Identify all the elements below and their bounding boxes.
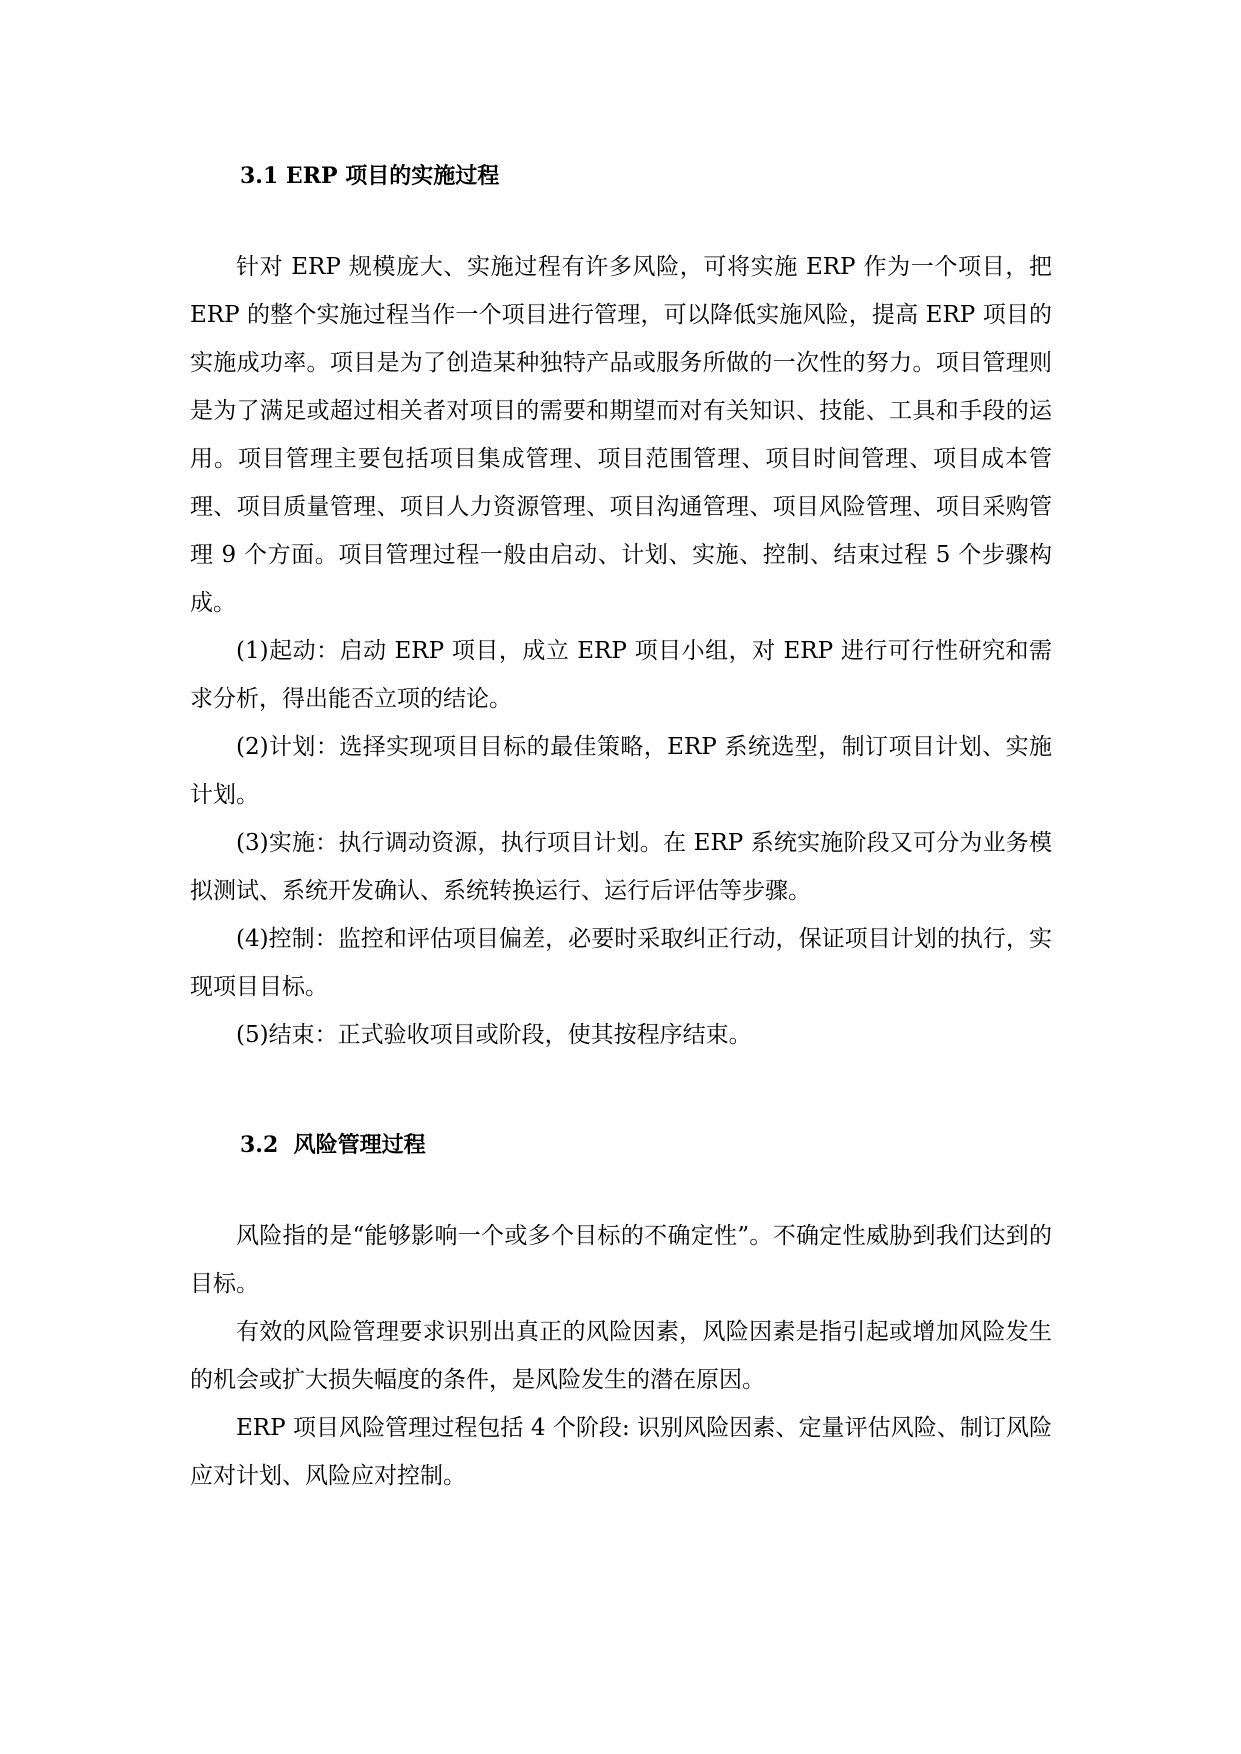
paragraph-step-5: (5)结束：正式验收项目或阶段，使其按程序结束。	[236, 1022, 752, 1048]
paragraph-step-2: (2)计划：选择实现项目目标的最佳策略，ERP 系统选型，制订项目计划、实施计划。	[190, 734, 1052, 808]
paragraph-risk-process: ERP 项目风险管理过程包括 4 个阶段: 识别风险因素、定量评估风险、制订风险应对计划、风险应对控制。	[190, 1415, 1052, 1489]
paragraph-intro: 针对 ERP 规模庞大、实施过程有许多风险，可将实施 ERP 作为一个项目，把 ERP 的整个实施过程当作一个项目进行管理，可以降低实施风险，提高 ERP 项目的实施成功率。项目是为了创造某种独特产品或服务所做的一次性的努力。项目管理则是为了满足或超过相关者对项目的需要和期望而对有关知识、技能、工具和手段的运用。项目管理主要包括项目集成管理、项目范围管理、项目时间管理、项目成本管理、项目质量管理、项目人力资源管理、项目沟通管理、项目风险管理、项目采购管理 9 个方面。项目管理过程一般由启动、计划、实施、控制、结束过程 5 个步骤构成。	[190, 254, 1052, 616]
paragraph-step-4: (4)控制：监控和评估项目偏差，必要时采取纠正行动，保证项目计划的执行，实现项目目标。	[190, 926, 1052, 1000]
section-heading-3-1: 3.1 ERP 项目的实施过程	[240, 163, 500, 189]
paragraph-risk-factors: 有效的风险管理要求识别出真正的风险因素，风险因素是指引起或增加风险发生的机会或扩大损失幅度的条件，是风险发生的潜在原因。	[190, 1319, 1052, 1393]
paragraph-risk-definition: 风险指的是“能够影响一个或多个目标的不确定性”。不确定性威胁到我们达到的目标。	[190, 1223, 1052, 1297]
paragraph-step-3: (3)实施：执行调动资源，执行项目计划。在 ERP 系统实施阶段又可分为业务模拟测试、系统开发确认、系统转换运行、运行后评估等步骤。	[190, 830, 1052, 904]
document-body	[190, 160, 1052, 1500]
paragraph-step-1: (1)起动：启动 ERP 项目，成立 ERP 项目小组，对 ERP 进行可行性研究和需求分析，得出能否立项的结论。	[190, 638, 1052, 712]
section-heading-3-2: 3.2 风险管理过程	[240, 1132, 426, 1158]
